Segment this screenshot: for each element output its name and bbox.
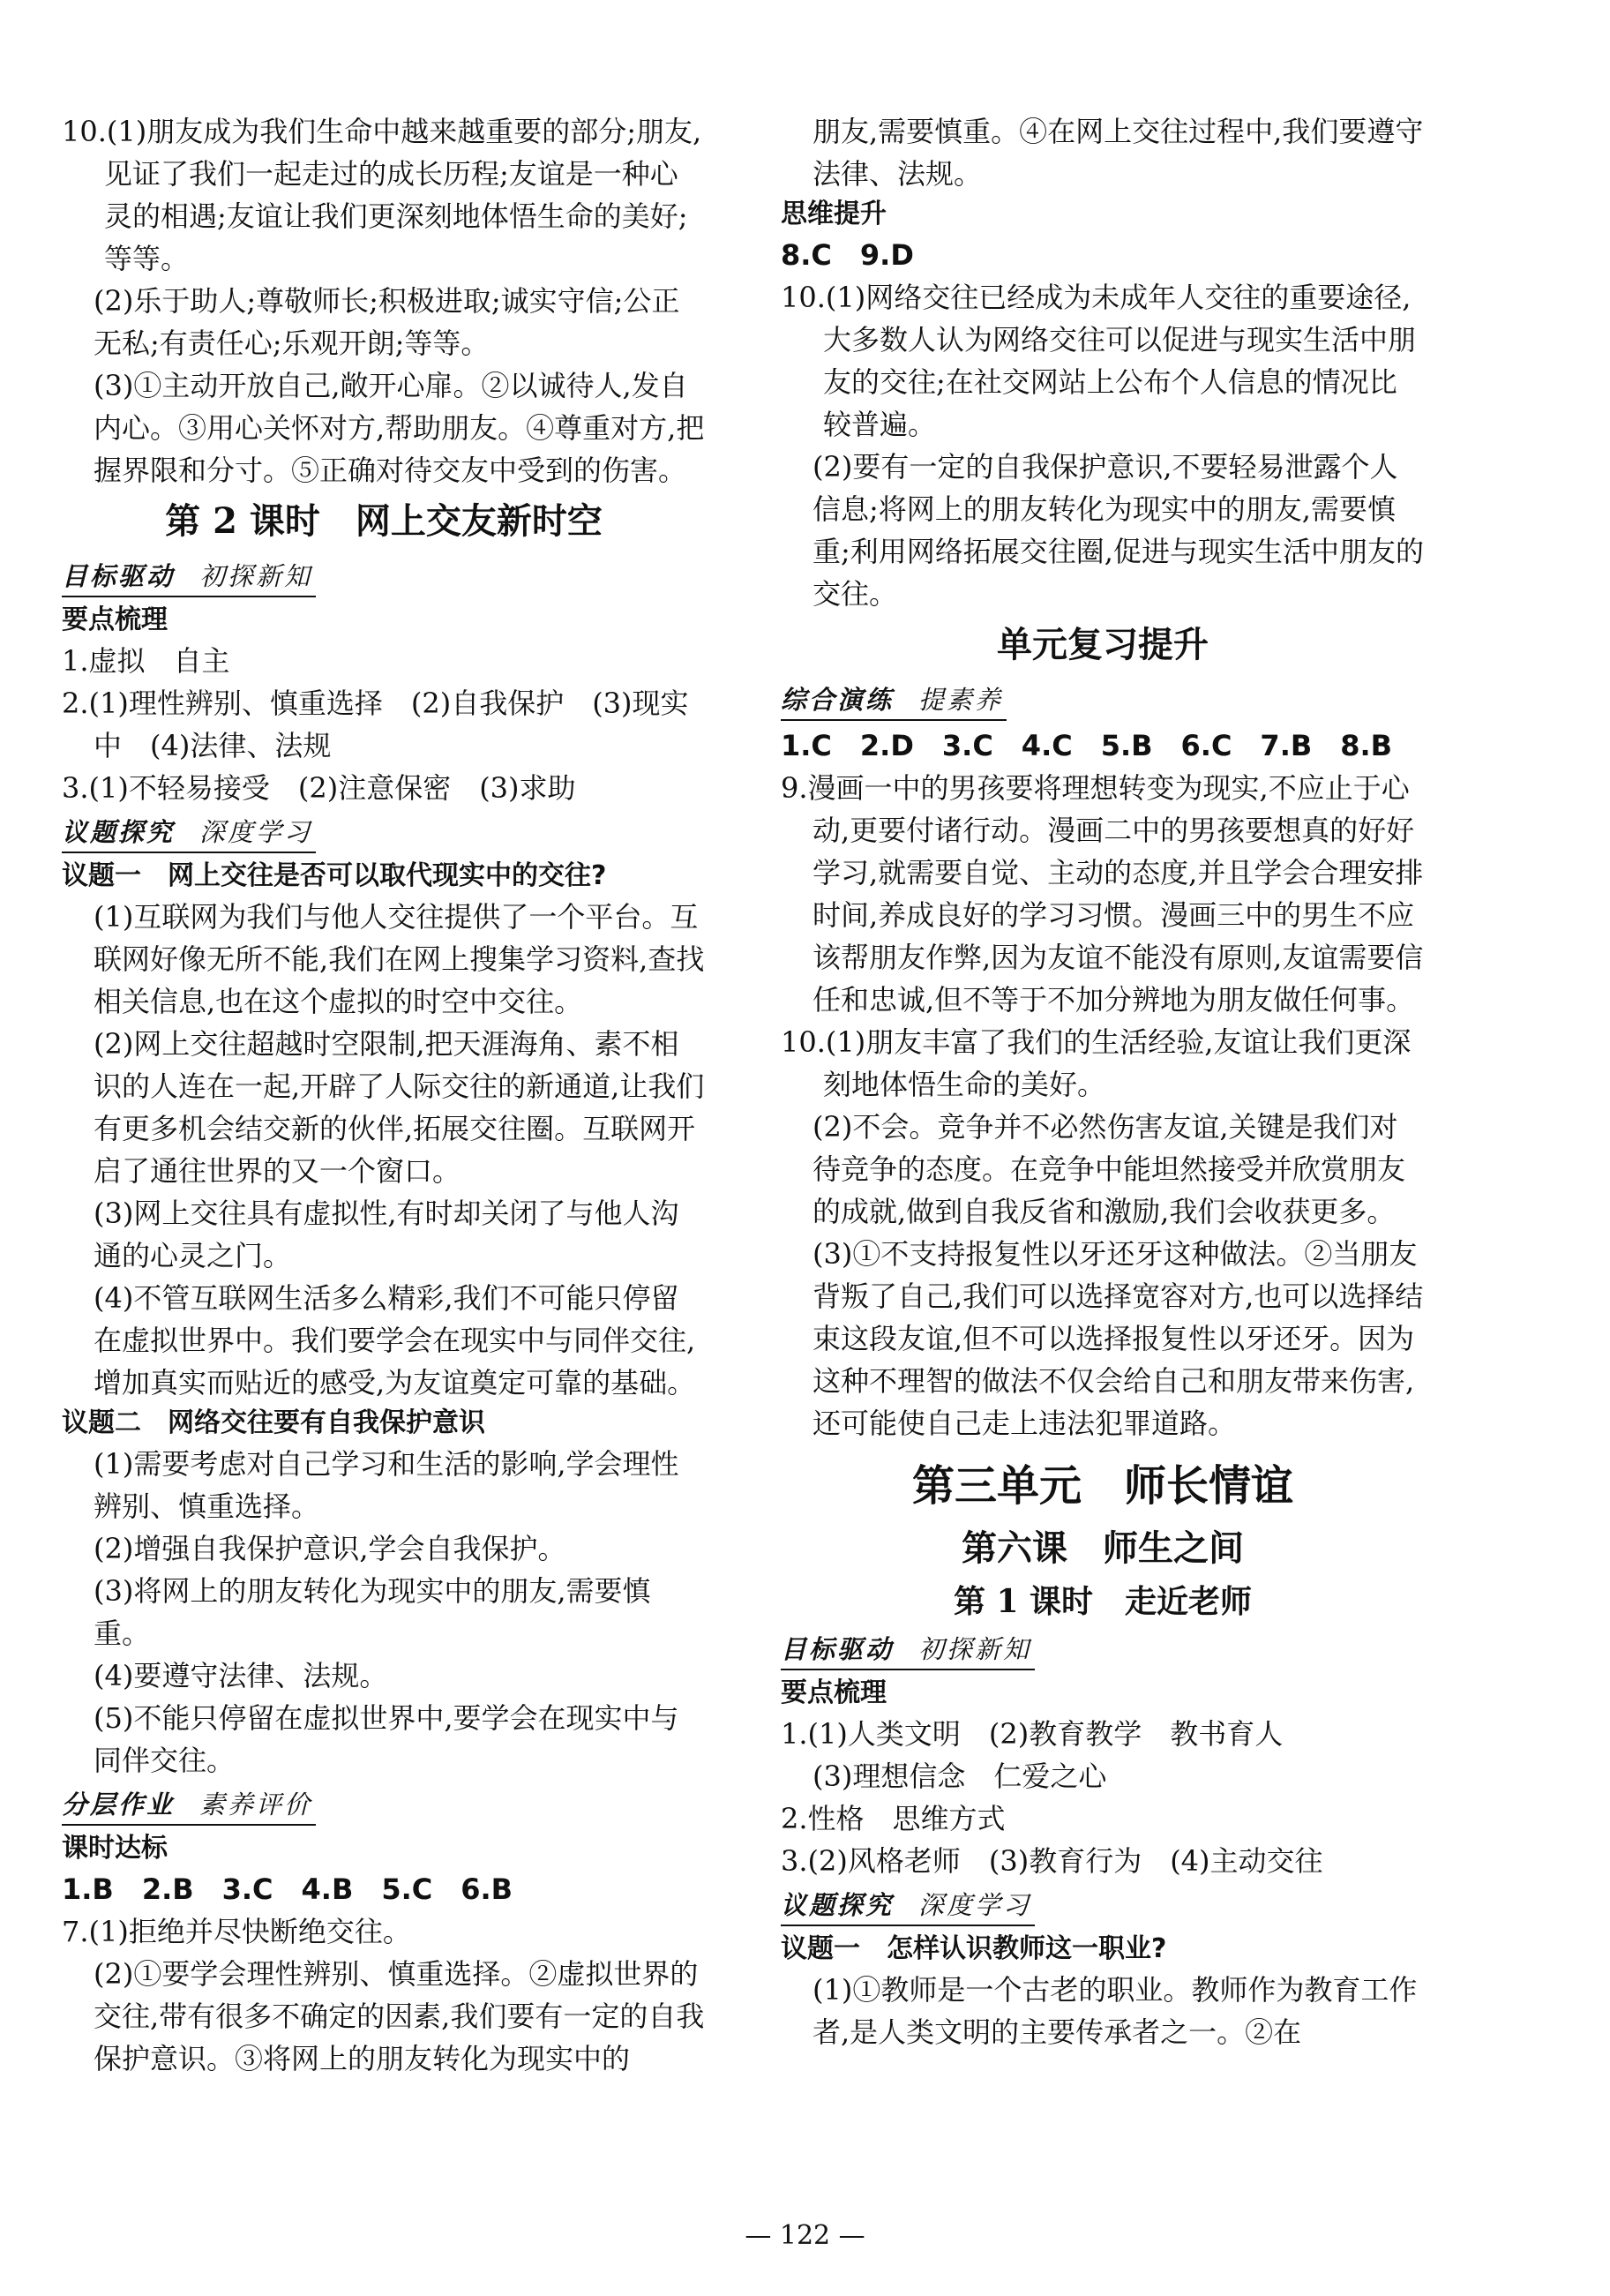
q10-part1: 10.(1)朋友成为我们生命中越来越重要的部分;朋友,见证了我们一起走过的成长历程;友谊是一种心灵的相遇;友谊让我们更深刻地体悟生命的美好;等等。: [62, 115, 702, 275]
topic-1-point-2: (2)网上交往超越时空限制,把天涯海角、素不相识的人连在一起,开辟了人际交往的新通道,让我们有更多机会结交新的伙伴,拓展交往圈。互联网开启了通往世界的又一个窗口。: [94, 1027, 705, 1188]
tag-sublabel: 初探新知: [918, 1634, 1032, 1664]
review-title: 单元复习提升: [997, 624, 1209, 665]
tag-sublabel: 深度学习: [918, 1890, 1032, 1920]
q7-part2: (2)①要学会理性辨别、慎重选择。②虚拟世界的交往,带有很多不确定的因素,我们要有一定的自我保护意识。③将网上的朋友转化为现实中的: [94, 1957, 705, 2075]
heading-class-standard: 课时达标: [62, 1833, 168, 1864]
key-point-2-2: 2.性格 思维方式: [781, 1802, 1006, 1835]
tag-sublabel: 素养评价: [199, 1790, 313, 1820]
topic-1-point-1-2: (1)①教师是一个古老的职业。教师作为教育工作者,是人类文明的主要传承者之一。②在: [812, 1973, 1418, 2049]
tag-label: 议题探究: [781, 1890, 895, 1920]
topic-2-point-5: (5)不能只停留在虚拟世界中,要学会在现实中与同伴交往。: [94, 1701, 679, 1777]
tag-label: 分层作业: [62, 1790, 176, 1820]
key-point-2-1b: (3)理想信念 仁爱之心: [812, 1760, 1107, 1793]
q10-review-part1: 10.(1)朋友丰富了我们的生活经验,友谊让我们更深刻地体悟生命的美好。: [781, 1025, 1412, 1101]
key-point-3: 3.(1)不轻易接受 (2)注意保密 (3)求助: [62, 771, 576, 805]
heading-thinking: 思维提升: [781, 199, 887, 229]
q7-continued: 朋友,需要慎重。④在网上交往过程中,我们要遵守法律、法规。: [812, 115, 1424, 191]
topic-2-point-2: (2)增强自我保护意识,学会自我保护。: [94, 1532, 566, 1565]
topic-2-point-4: (4)要遵守法律、法规。: [94, 1659, 388, 1692]
section-tag-goal-2: [781, 1632, 1035, 1670]
topic-2-point-3: (3)将网上的朋友转化为现实中的朋友,需要慎重。: [94, 1574, 651, 1650]
q10-review-part2: (2)不会。竞争并不必然伤害友谊,关键是我们对待竞争的态度。在竞争中能坦然接受并欣赏朋友的成就,做到自我反省和激励,我们会收获更多。: [812, 1110, 1406, 1228]
topic-2-point-1: (1)需要考虑对自己学习和生活的影响,学会理性辨别、慎重选择。: [94, 1447, 679, 1523]
section-tag-practice: [781, 682, 1007, 721]
heading-key-points-2: 要点梳理: [781, 1677, 887, 1708]
tag-label: 目标驱动: [62, 561, 176, 591]
key-point-2-3: 3.(2)风格老师 (3)教育行为 (4)主动交往: [781, 1844, 1323, 1878]
key-point-2-1: 1.(1)人类文明 (2)教育教学 教书育人: [781, 1717, 1284, 1751]
key-point-1: 1.虚拟 自主: [62, 644, 230, 678]
tag-label: 综合演练: [781, 685, 895, 715]
page-number: — 122 —: [745, 2220, 865, 2251]
q10-thinking-part1: 10.(1)网络交往已经成为未成年人交往的重要途径,大多数人认为网络交往可以促进与现实生活中朋友的交往;在社交网站上公布个人信息的情况比较普遍。: [781, 281, 1417, 441]
heading-key-points: 要点梳理: [62, 604, 168, 635]
q10-part3: (3)①主动开放自己,敞开心扉。②以诚待人,发自内心。③用心关怀对方,帮助朋友。④尊重对方,把握界限和分寸。⑤正确对待交友中受到的伤害。: [94, 369, 705, 487]
topic-1-point-4: (4)不管互联网生活多么精彩,我们不可能只停留在虚拟世界中。我们要学会在现实中与同伴交往,增加真实而贴近的感受,为友谊奠定可靠的基础。: [94, 1281, 696, 1399]
section-tag-explore-2: [781, 1887, 1035, 1926]
topic-1-point-3: (3)网上交往具有虚拟性,有时却关闭了与他人沟通的心灵之门。: [94, 1197, 679, 1272]
topic-1-point-1: (1)互联网为我们与他人交往提供了一个平台。互联网好像无所不能,我们在网上搜集学习资料,查找相关信息,也在这个虚拟的时空中交往。: [94, 900, 705, 1018]
section-tag-homework: [62, 1787, 316, 1826]
tag-sublabel: 初探新知: [199, 561, 313, 591]
q10-review-part3: (3)①不支持报复性以牙还牙这种做法。②当朋友背叛了自己,我们可以选择宽容对方,也可以选择结束这段友谊,但不可以选择报复性以牙还牙。因为这种不理智的做法不仅会给自己和朋友带来伤害,还可能使自己走上违法犯罪道路。: [812, 1237, 1424, 1440]
topic-2-heading: 议题二 网络交往要有自我保护意识: [62, 1407, 485, 1438]
unit-title: 第三单元 师长情谊: [911, 1461, 1293, 1511]
answers-8-9: 8.C 9.D: [781, 238, 914, 272]
topic-1-heading-2: 议题一 怎样认识教师这一职业?: [781, 1933, 1167, 1964]
q7-part1: 7.(1)拒绝并尽快断绝交往。: [62, 1915, 411, 1948]
key-point-2: 2.(1)理性辨别、慎重选择 (2)自我保护 (3)现实中 (4)法律、法规: [62, 687, 689, 762]
q9-answer: 9.漫画一中的男孩要将理想转变为现实,不应止于心动,更要付诸行动。漫画二中的男孩要想真的好好学习,就需要自觉、主动的态度,并且学会合理安排时间,养成良好的学习习惯。漫画三中的男生不应该帮朋友作弊,因为友谊不能没有原则,友谊需要信任和忠诚,但不等于不加分辨地为朋友做任何事。: [781, 771, 1424, 1017]
tag-label: 议题探究: [62, 817, 176, 847]
tag-sublabel: 深度学习: [199, 817, 313, 847]
tag-label: 目标驱动: [781, 1634, 895, 1664]
answers-1-8: 1.C 2.D 3.C 4.C 5.B 6.C 7.B 8.B: [781, 729, 1393, 762]
tag-sublabel: 提素养: [918, 685, 1004, 715]
left-column: [62, 110, 706, 2080]
topic-1-heading: 议题一 网上交往是否可以取代现实中的交往?: [62, 860, 607, 891]
section-tag-goal: [62, 559, 316, 597]
lesson-title: 第 2 课时 网上交友新时空: [165, 500, 603, 542]
section-tag-explore: [62, 814, 316, 853]
answers-1-6: 1.B 2.B 3.C 4.B 5.C 6.B: [62, 1872, 513, 1906]
class-1-title: 第 1 课时 走近老师: [953, 1583, 1253, 1620]
q10-part2: (2)乐于助人;尊敬师长;积极进取;诚实守信;公正无私;有责任心;乐观开朗;等等。: [94, 284, 680, 360]
right-column: [781, 110, 1425, 2053]
lesson-6-title: 第六课 师生之间: [962, 1527, 1244, 1569]
q10-thinking-part2: (2)要有一定的自我保护意识,不要轻易泄露个人信息;将网上的朋友转化为现实中的朋友,需要慎重;利用网络拓展交往圈,促进与现实生活中朋友的交往。: [812, 450, 1424, 611]
